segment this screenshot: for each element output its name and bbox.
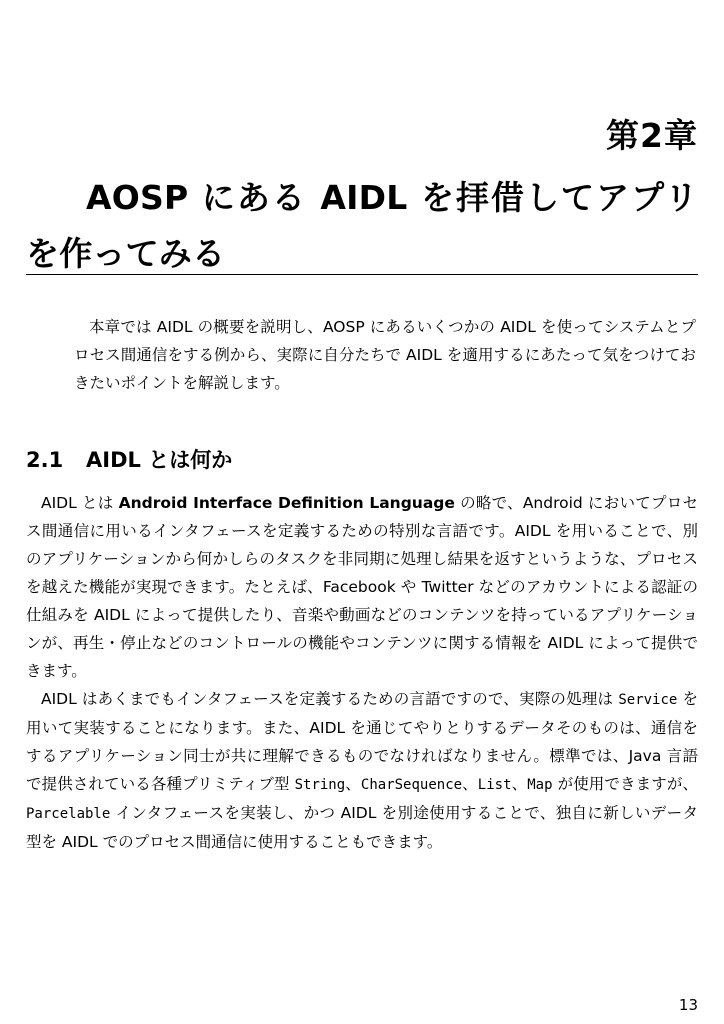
title-divider [26,274,698,275]
page-number: 13 [678,996,698,1014]
section-body [26,489,698,856]
chapter-label: 第2章 [606,116,698,155]
code-term: CharSequence [360,777,463,793]
code-term: Parcelable [26,806,111,822]
code-term: Map [527,777,553,793]
section-number: 2.1 [26,448,64,472]
section-title: AIDL とは何か [86,448,233,472]
text-run: の略で、Android においてプロセス間通信に用いるインタフェースを定義するための特別な言語です。AIDL を用いることで、別のアプリケーションから何かしらのタスクを非同期に処理し結果を返すというような、プロセスを越えた機能が実現できます。たとえば、Facebook や Twitter などのアカウントによる認証の仕組みを AIDL によって提供したり、音楽や動画などのコンテンツを持っているアプリケーションが、再生・停止などのコントロールの機能やコンテンツに関する情報を AIDL によって提供できます。 [26,494,698,680]
text-run: インタフェースを実装し、かつ AIDL を別途使用することで、独自に新しいデータ型を AIDL でのプロセス間通信に使用することもできます。 [26,804,698,851]
section-heading [26,444,232,474]
text-run: AIDL はあくまでもインタフェースを定義するための言語ですので、実際の処理は [41,690,619,708]
code-term: String [294,777,346,793]
chapter-title: AOSP にある AIDL を拝借してアプリを作ってみる [26,178,698,273]
code-term: Service [618,692,678,708]
bold-term: Android Interface Definition Language [118,494,455,512]
body-paragraph-1 [26,489,698,685]
text-run: 、 [462,775,478,793]
text-run: が使用できますが、 [552,775,698,793]
text-run: 、 [511,775,528,793]
text-run: 、 [345,775,361,793]
code-term: List [477,777,512,793]
body-paragraph-2 [26,685,698,856]
chapter-abstract: 本章では AIDL の概要を説明し、AOSP にあるいくつかの AIDL を使ってシステムとプロセス間通信をする例から、実際に自分たちで AIDL を適用するにあたって気をつけておきたいポイントを解説します。 [74,318,696,392]
text-run: AIDL とは [41,494,119,512]
text-run: を用いて実装することになります。また、AIDL を通じてやりとりするデータそのものは、通信をするアプリケーション同士が共に理解できるものでなければなりません。標準では、Java 言語で提供されている各種プリミティブ型 [26,690,698,793]
